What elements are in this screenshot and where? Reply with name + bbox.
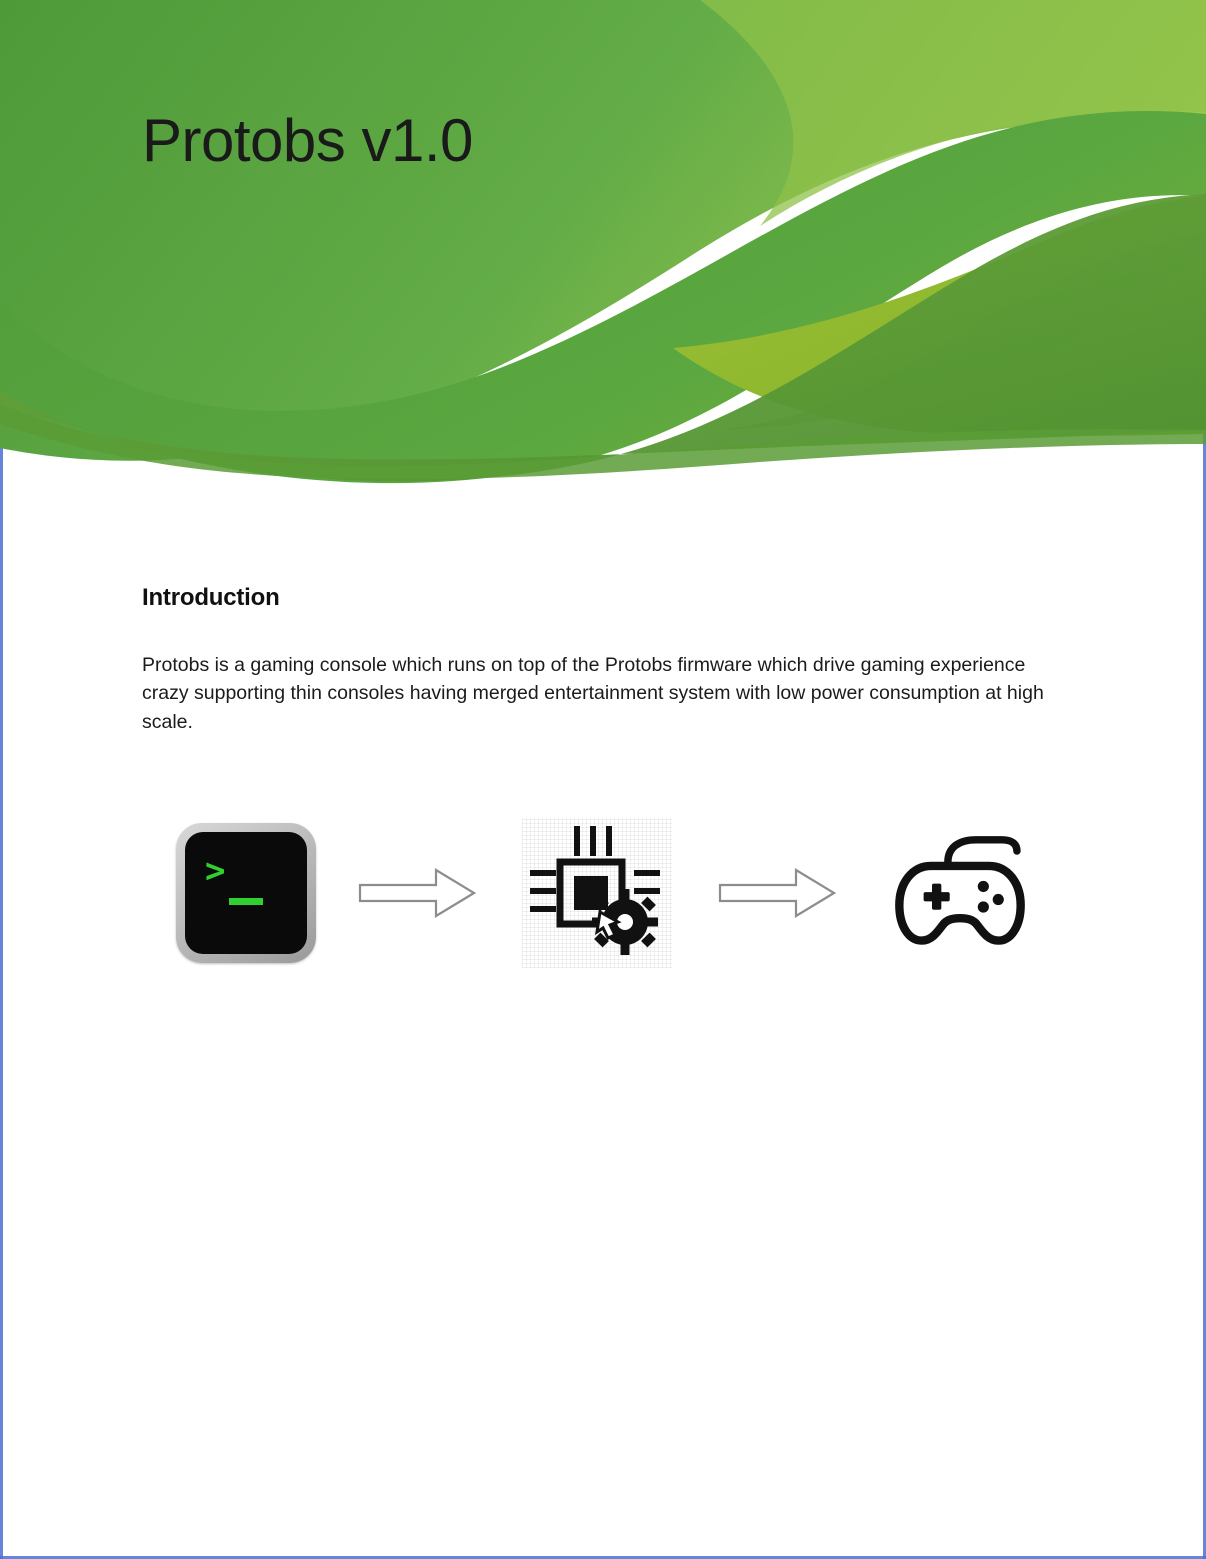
terminal-cursor-icon: [229, 898, 263, 905]
diagram-step-terminal: [176, 823, 316, 963]
section-heading-introduction: Introduction: [142, 584, 280, 611]
terminal-screen: [185, 832, 307, 954]
terminal-prompt-text: >: [205, 850, 226, 891]
arrow-right-icon-1: [358, 866, 476, 920]
diagram-step-gaming: [890, 834, 1030, 952]
terminal-icon: [176, 823, 316, 963]
chip-gear-icon: [522, 818, 672, 968]
banner-graphic: [0, 0, 1206, 500]
gamepad-icon: [890, 834, 1030, 952]
section-paragraph-introduction: Protobs is a gaming console which runs on top of the Protobs firmware which drive gaming experience crazy supporting thin consoles having merged entertainment system with low power consumption at high scale.: [142, 654, 1044, 733]
page-title: Protobs v1.0: [142, 107, 473, 174]
arrow-right-icon-2: [718, 866, 836, 920]
diagram-step-firmware: [522, 818, 672, 968]
process-diagram: [176, 805, 1056, 980]
